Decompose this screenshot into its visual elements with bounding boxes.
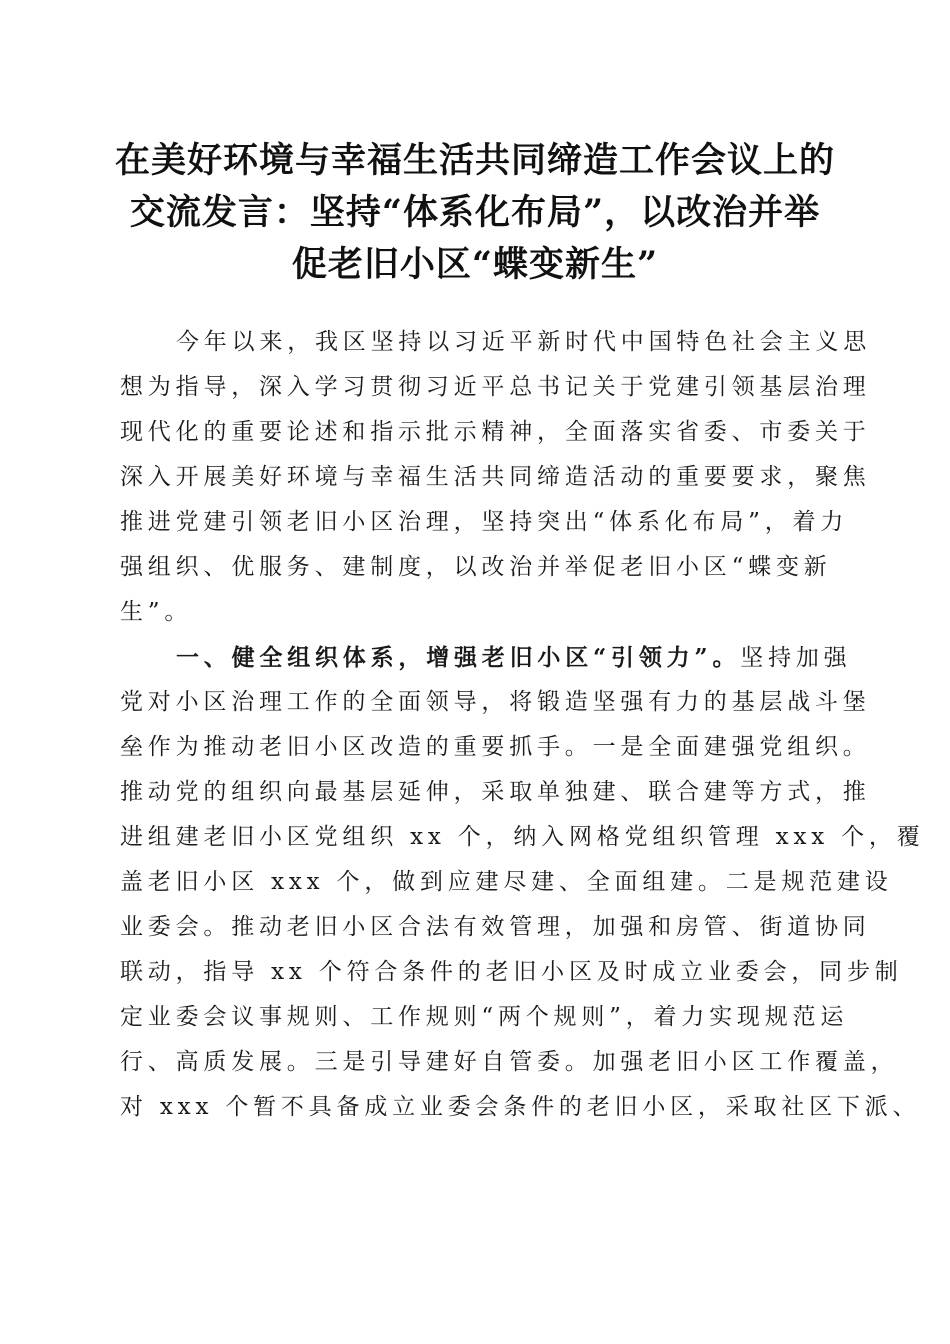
document-body (120, 320, 925, 1130)
title-line: 在美好环境与幸福生活共同缔造工作会议上的 (114, 140, 835, 181)
section-1-paragraph (120, 635, 925, 1130)
section-1-first-line (120, 635, 852, 680)
paragraph-line: 行、高质发展。三是引导建好自管委。加强老旧小区工作覆盖， (120, 1049, 899, 1075)
paragraph-line: 党对小区治理工作的全面领导，将锻造坚强有力的基层战斗堡 (120, 689, 871, 715)
paragraph-line: 业委会。推动老旧小区合法有效管理，加强和房管、街道协同 (120, 914, 871, 940)
section-1-heading: 一、健全组织体系，增强老旧小区“引领力”。 (176, 644, 741, 671)
paragraph-line: 垒作为推动老旧小区改造的重要抓手。一是全面建强党组织。 (120, 734, 871, 760)
paragraph-line: 推动党的组织向最基层延伸，采取单独建、联合建等方式，推 (120, 779, 871, 805)
paragraph-line: 进组建老旧小区党组织 xx 个，纳入网格党组织管理 xxx 个，覆 (120, 824, 925, 850)
paragraph-line: 今年以来，我区坚持以习近平新时代中国特色社会主义思 (176, 329, 871, 355)
paragraph-line: 强组织、优服务、建制度，以改治并举促老旧小区“蝶变新 (120, 554, 832, 580)
title-line: 交流发言：坚持“体系化布局”，以改治并举 (129, 192, 821, 233)
document-title (110, 135, 840, 291)
section-1-first-line-rest: 坚持加强 (740, 645, 852, 671)
paragraph-line: 现代化的重要论述和指示批示精神，全面落实省委、市委关于 (120, 419, 871, 445)
paragraph-line: 生”。 (120, 599, 193, 625)
paragraph-line: 盖老旧小区 xxx 个，做到应建尽建、全面组建。二是规范建设 (120, 869, 893, 895)
title-line: 促老旧小区“蝶变新生” (291, 244, 659, 285)
paragraph-line: 深入开展美好环境与幸福生活共同缔造活动的重要要求，聚焦 (120, 464, 871, 490)
paragraph-line: 联动，指导 xx 个符合条件的老旧小区及时成立业委会，同步制 (120, 959, 903, 985)
paragraph-line: 定业委会议事规则、工作规则“两个规则”，着力实现规范运 (120, 1004, 849, 1030)
intro-paragraph (120, 320, 871, 635)
paragraph-line: 对 xxx 个暂不具备成立业委会条件的老旧小区，采取社区下派、 (120, 1094, 921, 1120)
paragraph-line: 想为指导，深入学习贯彻习近平总书记关于党建引领基层治理 (120, 374, 871, 400)
paragraph-line: 推进党建引领老旧小区治理，坚持突出“体系化布局”，着力 (120, 509, 849, 535)
